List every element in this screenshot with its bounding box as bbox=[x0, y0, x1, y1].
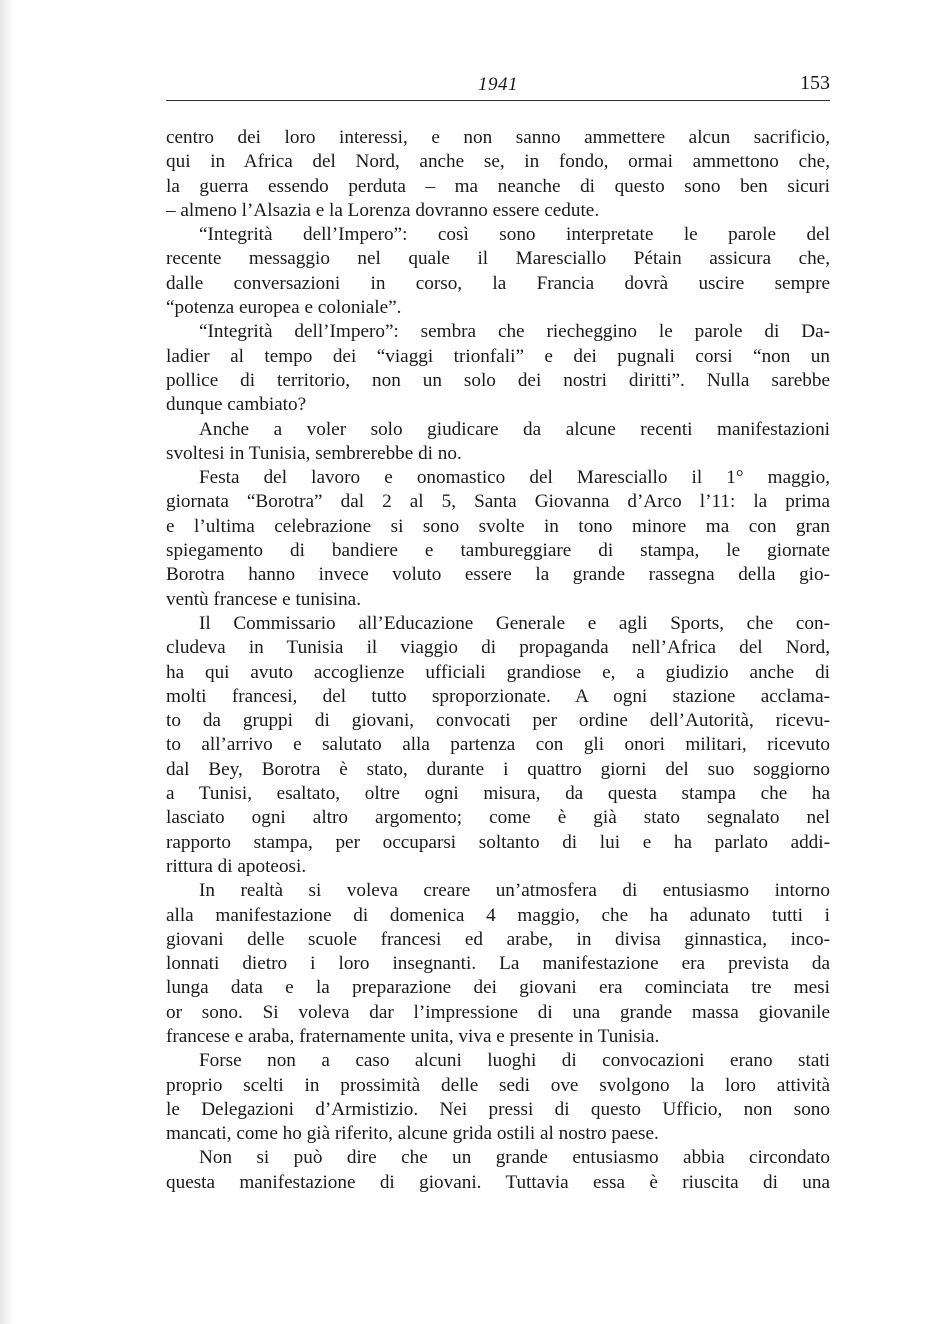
text-line: – almeno l’Alsazia e la Lorenza dovranno essere cedute. bbox=[166, 199, 600, 221]
page-header bbox=[166, 70, 830, 101]
text-line: “Integrità dell’Impero”: sembra che riecheggino le parole di Da- bbox=[199, 321, 830, 343]
text-line: Anche a voler solo giudicare da alcune recenti manifestazioni bbox=[199, 418, 830, 440]
running-head: 1941 bbox=[478, 74, 518, 95]
scan-edge-shadow bbox=[0, 0, 14, 1324]
text-line: ladier al tempo dei “viaggi trionfali” e dei pugnali corsi “non un bbox=[166, 345, 830, 367]
text-line: spiegamento di bandiere e tambureggiare di stampa, le giornate bbox=[166, 540, 830, 562]
text-line: ventù francese e tunisina. bbox=[166, 588, 361, 610]
text-line: Festa del lavoro e onomastico del Maresciallo il 1° maggio, bbox=[199, 467, 830, 489]
text-line: mancati, come ho già riferito, alcune grida ostili al nostro paese. bbox=[166, 1123, 659, 1145]
text-line: proprio scelti in prossimità delle sedi ove svolgono la loro attività bbox=[166, 1074, 830, 1096]
text-line: Non si può dire che un grande entusiasmo abbia circondato bbox=[199, 1147, 830, 1169]
text-line: rittura di apoteosi. bbox=[166, 855, 307, 877]
text-line: lonnati dietro i loro insegnanti. La manifestazione era prevista da bbox=[166, 953, 830, 975]
text-line: qui in Africa del Nord, anche se, in fondo, ormai ammettono che, bbox=[166, 151, 830, 173]
text-line: to all’arrivo e salutato alla partenza con gli onori militari, ricevuto bbox=[166, 734, 830, 756]
text-line: molti francesi, del tutto sproporzionate. A ogni stazione acclama- bbox=[166, 685, 830, 707]
text-line: alla manifestazione di domenica 4 maggio, che ha adunato tutti i bbox=[166, 904, 830, 926]
text-line: dunque cambiato? bbox=[166, 394, 307, 416]
text-line: “Integrità dell’Impero”: così sono interpretate le parole del bbox=[199, 224, 830, 246]
text-line: giovani delle scuole francesi ed arabe, in divisa ginnastica, inco- bbox=[166, 928, 830, 950]
text-line: Forse non a caso alcuni luoghi di convocazioni erano stati bbox=[199, 1050, 830, 1072]
text-line: Borotra hanno invece voluto essere la grande rassegna della gio- bbox=[166, 564, 830, 586]
text-line: francese e araba, fraternamente unita, viva e presente in Tunisia. bbox=[166, 1025, 660, 1047]
text-line: lasciato ogni altro argomento; come è già stato segnalato nel bbox=[166, 807, 830, 829]
text-line: questa manifestazione di giovani. Tuttavia essa è riuscita di una bbox=[166, 1171, 830, 1193]
text-line: dalle conversazioni in corso, la Francia dovrà uscire sempre bbox=[166, 272, 830, 294]
text-line: e l’ultima celebrazione si sono svolte in tono minore ma con gran bbox=[166, 515, 830, 537]
text-line: lunga data e la preparazione dei giovani era cominciata tre mesi bbox=[166, 977, 830, 999]
page-number: 153 bbox=[800, 72, 830, 94]
text-line: pollice di territorio, non un solo dei nostri diritti”. Nulla sarebbe bbox=[166, 369, 830, 391]
text-line: recente messaggio nel quale il Maresciallo Pétain assicura che, bbox=[166, 248, 830, 270]
text-line: In realtà si voleva creare un’atmosfera di entusiasmo intorno bbox=[199, 880, 830, 902]
text-line: or sono. Si voleva dar l’impressione di una grande massa giovanile bbox=[166, 1001, 830, 1023]
text-line: la guerra essendo perduta – ma neanche di questo sono ben sicuri bbox=[166, 175, 830, 197]
text-line: ha qui avuto accoglienze ufficiali grandiose e, a giudizio anche di bbox=[166, 661, 830, 683]
text-line: centro dei loro interessi, e non sanno ammettere alcun sacrificio, bbox=[166, 127, 830, 148]
text-line: “potenza europea e coloniale”. bbox=[166, 297, 402, 319]
text-line: giornata “Borotra” dal 2 al 5, Santa Giovanna d’Arco l’11: la prima bbox=[166, 491, 830, 513]
text-line: svoltesi in Tunisia, sembrerebbe di no. bbox=[166, 442, 462, 464]
text-line: le Delegazioni d’Armistizio. Nei pressi di questo Ufficio, non sono bbox=[166, 1098, 830, 1120]
text-line: cludeva in Tunisia il viaggio di propaganda nell’Africa del Nord, bbox=[166, 637, 830, 659]
body-text bbox=[166, 126, 830, 1195]
text-line: dal Bey, Borotra è stato, durante i quattro giorni del suo soggiorno bbox=[166, 758, 830, 780]
text-line: rapporto stampa, per occuparsi soltanto di lui e ha parlato addi- bbox=[166, 831, 830, 853]
text-line: a Tunisi, esaltato, oltre ogni misura, da questa stampa che ha bbox=[166, 783, 830, 805]
text-line: to da gruppi di giovani, convocati per ordine dell’Autorità, ricevu- bbox=[166, 710, 830, 732]
text-line: Il Commissario all’Educazione Generale e agli Sports, che con- bbox=[199, 612, 830, 634]
